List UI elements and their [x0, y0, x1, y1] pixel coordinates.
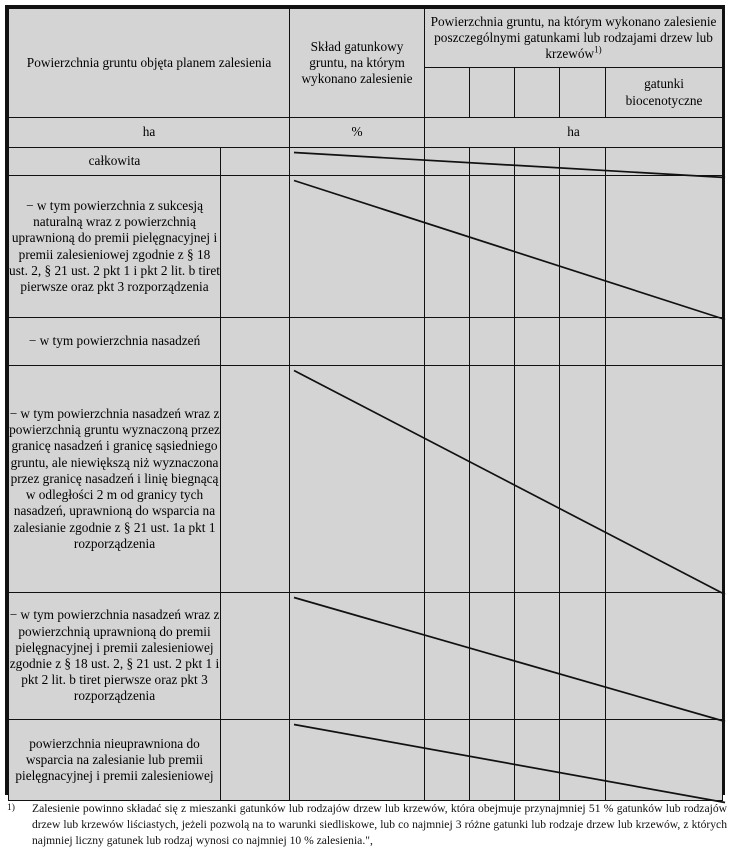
row-shaded-species-4-1: [425, 593, 470, 720]
row-shaded-species-5-3: [515, 720, 560, 801]
row-shaded-species-1-5: [606, 176, 723, 318]
row-shaded-species-3-4: [560, 366, 606, 593]
row-input-nasadzenia-premia[interactable]: [221, 593, 290, 720]
row-shaded-species-0-4: [560, 148, 606, 176]
row-shaded-species-4-2: [470, 593, 515, 720]
row-shaded-species-5-2: [470, 720, 515, 801]
table-row: [9, 176, 723, 318]
table-row: [9, 720, 723, 801]
row-shaded-species-1-4: [560, 176, 606, 318]
footnote-text: Zalesienie powinno składać się z mieszanki gatunków lub rodzajów drzew lub krzewów, która obejmuje przynajmniej 51 % gatunków lub rodzajów drzew lub krzewów liściastych, jeżeli pozwolą na to warunki siedliskowe, lub co najmniej 3 różne gatunki lub rodzaje drzew lub krzewów, z których najmniej liczny gatunek lub rodzaj wynosi co najmniej 10 % zalesienia.",: [32, 802, 727, 848]
row-shaded-composition-5: [290, 720, 425, 801]
row-shaded-species-3-3: [515, 366, 560, 593]
row-label-sukcesja-naturalna: − w tym powierzchnia z sukcesją naturalną wraz z powierzchnią uprawnioną do premii pielęgnacyjnej i premii zalesieniowej zgodnie z § 18 ust. 2, § 21 ust. 2 pkt 1 i pkt 2 lit. b tiret pierwsze oraz pkt 3 rozporządzenia: [9, 176, 221, 318]
footnote-marker: 1): [7, 802, 15, 813]
row-shaded-species-0-5: [606, 148, 723, 176]
table-row: [9, 318, 723, 366]
header-species-area-footnote-marker: 1): [594, 44, 602, 55]
row-shaded-composition-4: [290, 593, 425, 720]
row-shaded-species-1-2: [470, 176, 515, 318]
row-input-species-2-2[interactable]: [470, 318, 515, 366]
row-shaded-species-5-5: [606, 720, 723, 801]
header-plan-area: Powierzchnia gruntu objęta planem zalesienia: [9, 9, 290, 118]
row-shaded-species-3-2: [470, 366, 515, 593]
footnote: [5, 801, 727, 850]
form-table: [8, 8, 723, 801]
row-shaded-composition-3: [290, 366, 425, 593]
row-shaded-species-0-3: [515, 148, 560, 176]
species-subheader-4[interactable]: [560, 68, 606, 118]
row-input-species-2-1[interactable]: [425, 318, 470, 366]
row-input-powierzchnia-nieuprawniona[interactable]: [221, 720, 290, 801]
row-shaded-species-0-1: [425, 148, 470, 176]
row-input-composition-2[interactable]: [290, 318, 425, 366]
header-species-composition: Skład gatunkowy gruntu, na którym wykonano zalesienie: [290, 9, 425, 118]
row-input-species-2-3[interactable]: [515, 318, 560, 366]
row-input-species-2-5[interactable]: [606, 318, 723, 366]
species-subheader-1[interactable]: [425, 68, 470, 118]
row-shaded-species-4-3: [515, 593, 560, 720]
row-input-powierzchnia-nasadzen[interactable]: [221, 318, 290, 366]
row-label-powierzchnia-nasadzen: − w tym powierzchnia nasadzeń: [9, 318, 221, 366]
table-row: [9, 148, 723, 176]
row-shaded-species-5-1: [425, 720, 470, 801]
row-shaded-species-4-4: [560, 593, 606, 720]
unit-plan-area: ha: [9, 118, 290, 148]
row-label-powierzchnia-nieuprawniona: powierzchnia nieuprawniona do wsparcia na zalesianie lub premii pielęgnacyjnej i premii zalesieniowej: [9, 720, 221, 801]
row-shaded-species-0-2: [470, 148, 515, 176]
units-row: [9, 118, 723, 148]
species-subheader-biocenotic: gatunki biocenotyczne: [606, 68, 723, 118]
row-shaded-species-3-5: [606, 366, 723, 593]
row-shaded-composition-0: [290, 148, 425, 176]
row-label-nasadzenia-premia: − w tym powierzchnia nasadzeń wraz z powierzchnią uprawnioną do premii pielęgnacyjnej i premii zalesieniowej zgodnie z § 18 ust. 2, § 21 ust. 2 pkt 1 i pkt 2 lit. b tiret pierwsze oraz pkt 3 rozporządzenia: [9, 593, 221, 720]
header-species-area-text: Powierzchnia gruntu, na którym wykonano zalesienie poszczególnymi gatunkami lub rodzajami drzew lub krzewów: [430, 13, 717, 62]
row-shaded-species-5-4: [560, 720, 606, 801]
table-row: [9, 366, 723, 593]
species-subheader-3[interactable]: [515, 68, 560, 118]
species-subheader-2[interactable]: [470, 68, 515, 118]
row-shaded-composition-1: [290, 176, 425, 318]
row-input-nasadzenia-grunt-sasiedni[interactable]: [221, 366, 290, 593]
row-shaded-species-4-5: [606, 593, 723, 720]
row-shaded-species-3-1: [425, 366, 470, 593]
header-row-main: [9, 9, 723, 68]
row-input-calkowita[interactable]: [221, 148, 290, 176]
row-input-species-2-4[interactable]: [560, 318, 606, 366]
unit-composition: %: [290, 118, 425, 148]
row-shaded-species-1-3: [515, 176, 560, 318]
row-shaded-species-1-1: [425, 176, 470, 318]
table-row: [9, 593, 723, 720]
row-label-nasadzenia-grunt-sasiedni: − w tym powierzchnia nasadzeń wraz z powierzchnią gruntu wyznaczoną przez granicę nasadzeń i granicę sąsiedniego gruntu, ale niewiększą niż wyznaczona przez granicę nasadzeń i linię biegnącą w odległości 2 m od granicy tych nasadzeń, uprawnioną do wsparcia na zalesianie zgodnie z § 21 ust. 1a pkt 1 rozporządzenia: [9, 366, 221, 593]
unit-species-area: ha: [425, 118, 723, 148]
afforestation-form-table: [5, 5, 725, 795]
header-species-area: [425, 9, 723, 68]
row-input-sukcesja-naturalna[interactable]: [221, 176, 290, 318]
row-label-calkowita: całkowita: [9, 148, 221, 176]
